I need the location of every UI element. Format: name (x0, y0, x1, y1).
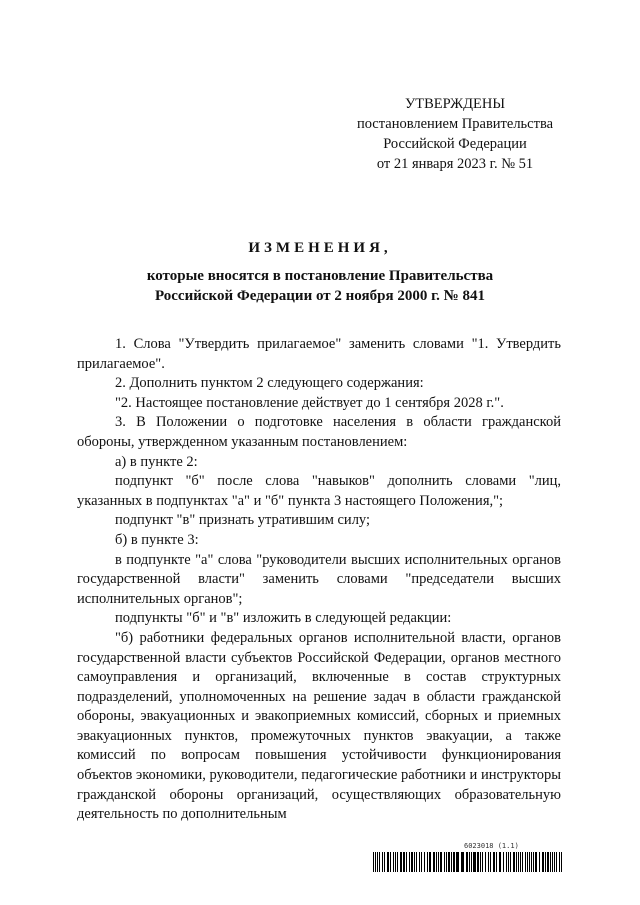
approval-authority: постановлением Правительства (356, 116, 554, 132)
paragraph-3: "2. Настоящее постановление действует до 1 сентября 2028 г.". (115, 394, 504, 411)
approval-heading: УТВЕРЖДЕНЫ (404, 96, 506, 112)
subtitle-line-2: Российской Федерации от 2 ноября 2000 г. № 841 (154, 288, 486, 304)
paragraph-9: в подпункте "а" слова "руководители высших исполнительных органов государственной власти" заменить словами "председатели высших исполнительных органов"; (77, 551, 561, 607)
paragraph-10: подпункты "б" и "в" изложить в следующей редакции: (115, 610, 452, 627)
approval-country: Российской Федерации (383, 136, 527, 152)
approval-stamp (330, 94, 580, 174)
paragraph-8: б) в пункте 3: (115, 531, 199, 548)
document-code: 6023018 (1.1) (464, 842, 519, 850)
paragraph-2: 2. Дополнить пунктом 2 следующего содержания: (115, 375, 424, 392)
approval-date: от 21 января 2023 г. № 51 (376, 156, 534, 172)
barcode (373, 852, 563, 872)
document-title: ИЗМЕНЕНИЯ, (248, 240, 392, 256)
subtitle-line-1: которые вносятся в постановление Правительства (146, 268, 494, 284)
paragraph-4: 3. В Положении о подготовке населения в области гражданской обороны, утвержденном указанным постановлением: (77, 414, 561, 450)
paragraph-7: подпункт "в" признать утратившим силу; (115, 512, 371, 529)
paragraph-1: 1. Слова "Утвердить прилагаемое" заменить словами "1. Утвердить прилагаемое". (77, 336, 561, 372)
paragraph-11: "б) работники федеральных органов исполнительной власти, органов государственной власти субъектов Российской Федерации, органов местного самоуправления и организаций, включенные в состав структурных подразделений, уполномоченных на решение задач в области гражданской обороны, эвакуационных и эвакоприемных комиссий, сборных и приемных эвакуационных пунктов, промежуточных пунктов эвакуации, а также комиссий по вопросам повышения устойчивости функционирования объектов экономики, руководители, педагогические работники и инструкторы гражданской обороны организаций, осуществляющих образовательную деятельность по дополнительным (77, 629, 561, 823)
document-body (77, 335, 561, 825)
document-subtitle (0, 266, 640, 306)
paragraph-6: подпункт "б" после слова "навыков" дополнить словами "лиц, указанных в подпунктах "а" и "б" пункта 3 настоящего Положения,"; (77, 473, 561, 509)
paragraph-5: а) в пункте 2: (115, 453, 198, 470)
